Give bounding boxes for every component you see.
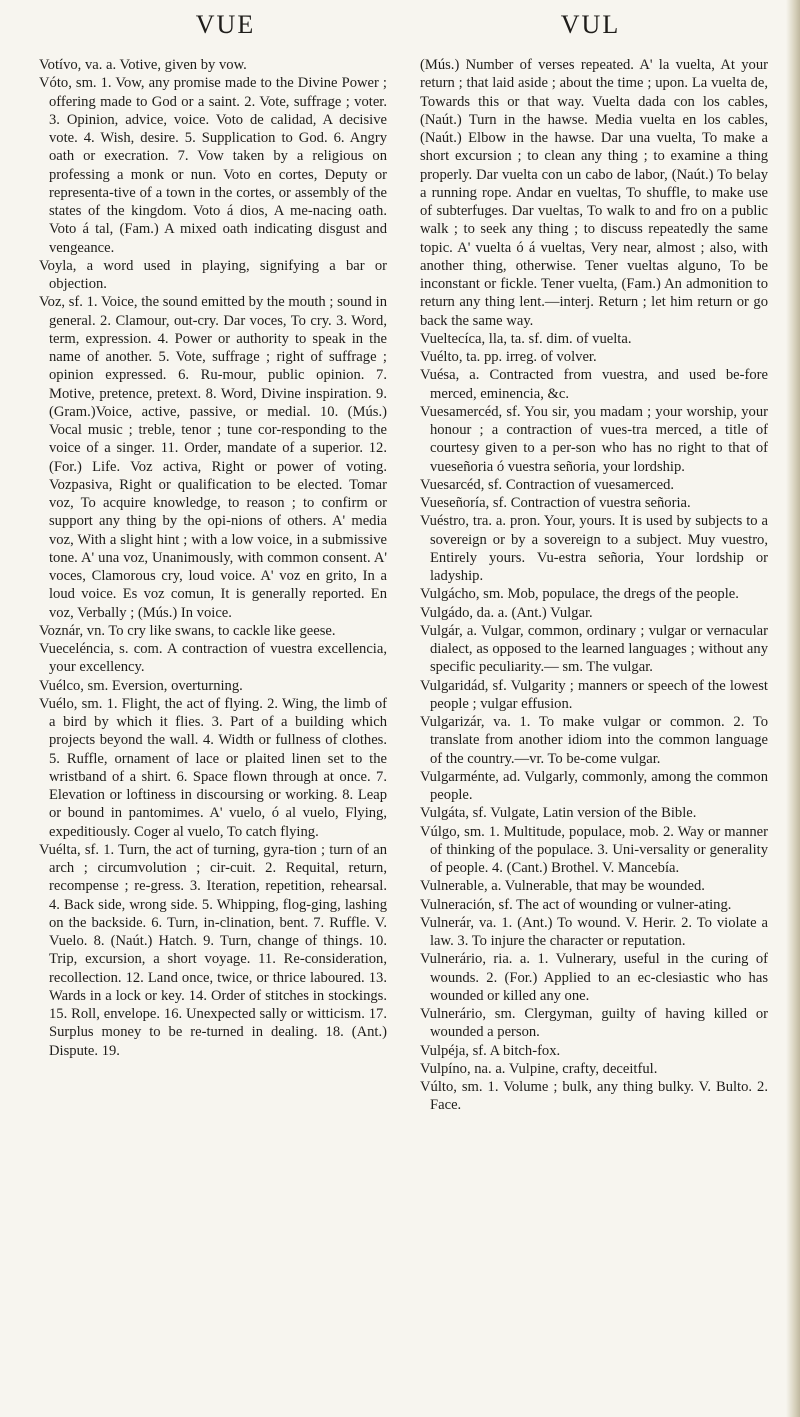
- entry-vulnerable: Vulnerable, a. Vulnerable, that may be wounded.: [420, 878, 705, 895]
- header-right-guide-word: VUL: [560, 10, 621, 39]
- entry-vulgar: Vulgár, a. Vulgar, common, ordinary ; vulgar or vernacular dialect, as opposed to the learned languages ; without any specific peculiarity.— sm. The vulgar.: [420, 622, 768, 676]
- entry-vulnerario-adj: Vulnerário, ria. a. 1. Vulnerary, useful in the curing of wounds. 2. (For.) Applied to an ec-clesiastic who has wounded or killed any one.: [420, 951, 768, 1004]
- entry-vuesarced: Vuesarcéd, sf. Contraction of vuesamerced.: [420, 476, 675, 493]
- entry-vuelta: Vuélta, sf. 1. Turn, the act of turning, gyra-tion ; turn of an arch ; circumvolution ; cir-cuit. 2. Requital, return, recompense ; re-gress. 3. Iteration, repetition, rehearsal. 4. Back side, wrong side. 5. Whipping, flog-ging, lashing on the backside. 6. Turn, in-clination, bent. 7. Ruffle. V. Vuelo. 8. (Naút.) Hatch. 9. Turn, change of things. 10. Trip, excursion, a short voyage. 11. Re-consideration, recollection. 12. Land once, twice, or thrice laboured. 13. Wards in a lock or key. 14. Order of stitches in stockings. 15. Roll, envelope. 16. Unexpected sally or witticism. 17. Surplus money to be re-turned in dealing. 18. (Ant.) Dispute. 19.: [39, 841, 387, 1059]
- entry-vulnerar: Vulnerár, va. 1. (Ant.) To wound. V. Herir. 2. To violate a law. 3. To injure the character or reputation.: [420, 914, 768, 949]
- entry-vulnerario-noun: Vulnerário, sm. Clergyman, guilty of having killed or wounded a person.: [420, 1006, 768, 1041]
- entry-vuesamerced: Vuesamercéd, sf. You sir, you madam ; your worship, your honour ; a contraction of vues-tra merced, a title of courtesy given to a per-son who has no right to that of vueseñoria ó vuestra señoria, your lordship.: [420, 403, 768, 475]
- entry-vuestro: Vuéstro, tra. a. pron. Your, yours. It is used by subjects to a sovereign or by a sovereign to a subject. Muy vuestro, Entirely yours. Vu-estra señoria, Your lordship or ladyship.: [420, 513, 768, 584]
- left-column: [39, 56, 387, 1115]
- entry-vulgata: Vulgáta, sf. Vulgate, Latin version of the Bible.: [420, 805, 697, 822]
- entry-vuesa: Vuésa, a. Contracted from vuestra, and used be-fore merced, eminencia, &c.: [420, 367, 768, 402]
- right-column: [420, 56, 768, 1115]
- entry-vuelta-continued: (Mús.) Number of verses repeated. A' la vuelta, At your return ; that laid aside ; about the time ; upon. La vuelta de, Towards this or that way. Vuelta dada con los cables, (Naút.) Turn in the hawse. Media vuelta en los cables, (Naút.) Elbow in the hawse. Dar una vuelta, To make a short excursion ; to clean any thing ; to examine a thing properly. Dar vuelta con un cabo de labor, (Naút.) To belay a running rope. Andar en vueltas, To shuffle, to make use of subterfuges. Dar vueltas, To walk to and fro on a public walk ; to seek any thing ; to discuss repeatedly the same topic. A' vuelta ó á vueltas, Very near, almost ; also, with another thing, otherwise. Tener vueltas alguno, To be inconstant or fickle. Tener vuelta, (Fam.) An admonition to return any thing lent.—interj. Return ; let him return or go back the same way.: [420, 57, 768, 329]
- entry-vulgarmente: Vulgarménte, ad. Vulgarly, commonly, among the common people.: [420, 768, 768, 803]
- entry-voyla: Voyla, a word used in playing, signifying a bar or objection.: [39, 257, 387, 292]
- entry-votivo: Votívo, va. a. Votive, given by vow.: [39, 57, 247, 73]
- entry-voz: Voz, sf. 1. Voice, the sound emitted by the mouth ; sound in general. 2. Clamour, out-cry. Dar voces, To cry. 3. Word, term, expression. 4. Power or authority to speak in the name of another. 5. Vote, suffrage ; right of suffrage ; opinion expressed. 6. Ru-mour, public opinion. 7. Motive, pretence, pretext. 8. Word, Divine inspiration. 9. (Gram.)Voice, active, passive, or medial. 10. (Mús.) Vocal music ; treble, tenor ; tune cor-responding to the voice of a singer. 11. Order, mandate of a superior. 12. (For.) Life. Voz activa, Right or power of voting. Vozpasiva, Right or qualification to be elected. Tomar voz, To acquire knowledge, to reason ; to confirm or support any thing by the opi-nions of others. A' media voz, With a slight hint ; with a low voice, in a submissive tone. A' una voz, Unanimously, with common consent. A' voces, Clamorous cry, loud voice. A' voz en grito, In a loud voice. Es voz comun, It is generally reported. En voz, Verbally ; (Mús.) In voice.: [39, 294, 387, 621]
- entry-vueltecica: Vueltecíca, lla, ta. sf. dim. of vuelta.: [420, 330, 632, 347]
- entry-vulgo: Vúlgo, sm. 1. Multitude, populace, mob. 2. Way or manner of thinking of the populace. 3. Uni-versality or generality of people. 4. (Cant.) Brothel. V. Mancebía.: [420, 823, 768, 876]
- entry-vulgarizar: Vulgarizár, va. 1. To make vulgar or common. 2. To translate from another idiom into the common language of the country.—vr. To be-come vulgar.: [420, 714, 768, 767]
- text-columns: [39, 56, 768, 1115]
- entry-vulto: Vúlto, sm. 1. Volume ; bulk, any thing bulky. V. Bulto. 2. Face.: [420, 1079, 768, 1114]
- entry-vuelto: Vuélto, ta. pp. irreg. of volver.: [420, 349, 597, 365]
- entry-vulgaridad: Vulgaridád, sf. Vulgarity ; manners or speech of the lowest people ; vulgar effusion.: [420, 677, 768, 712]
- running-header: [48, 10, 768, 48]
- entry-vuelo: Vuélo, sm. 1. Flight, the act of flying. 2. Wing, the limb of a bird by which it flies. 3. Part of a building which projects beyond the wall. 4. Width or fullness of clothes. 5. Ruffle, ornament of lace or plaited linen set to the wristband of a shirt. 6. Space flown through at once. 7. Elevation or loftiness in discoursing or working. 8. Leap or bound in pantomimes. A' vuelo, ó al vuelo, Flying, expeditiously. Coger al vuelo, To catch flying.: [39, 695, 387, 840]
- page-edge-shadow: [786, 0, 800, 1417]
- entry-vulpino: Vulpíno, na. a. Vulpine, crafty, deceitful.: [420, 1060, 658, 1077]
- entry-vuecelencia: Vueceléncia, s. com. A contraction of vuestra excellencia, your excellency.: [39, 641, 387, 676]
- entry-vuelco: Vuélco, sm. Eversion, overturning.: [39, 677, 243, 694]
- entry-voznar: Voznár, vn. To cry like swans, to cackle like geese.: [39, 622, 336, 639]
- entry-voto: Vóto, sm. 1. Vow, any promise made to the Divine Power ; offering made to God or a saint. 2. Vote, suffrage ; voter. 3. Opinion, advice, voice. Voto de calidad, A decisive vote. 4. Wish, desire. 5. Supplication to God. 6. Angry oath or execration. 7. Vow taken by a religious on professing a monk or nun. Voto en cortes, Deputy or representa-tive of a town in the cortes, or assembly of the states of the kingdom. Voto á dios, A me-nacing oath. Voto á tal, (Fam.) A mixed oath indicating disgust and vengeance.: [39, 75, 387, 256]
- entry-vulneracion: Vulneración, sf. The act of wounding or vulner-ating.: [420, 896, 732, 913]
- entry-vulgacho: Vulgácho, sm. Mob, populace, the dregs of the people.: [420, 586, 739, 603]
- entry-vulpeja: Vulpéja, sf. A bitch-fox.: [420, 1042, 561, 1059]
- header-left-guide-word: VUE: [195, 10, 256, 39]
- entry-vulgado: Vulgádo, da. a. (Ant.) Vulgar.: [420, 604, 593, 621]
- entry-vuesenoria: Vueseñoría, sf. Contraction of vuestra señoria.: [420, 495, 691, 511]
